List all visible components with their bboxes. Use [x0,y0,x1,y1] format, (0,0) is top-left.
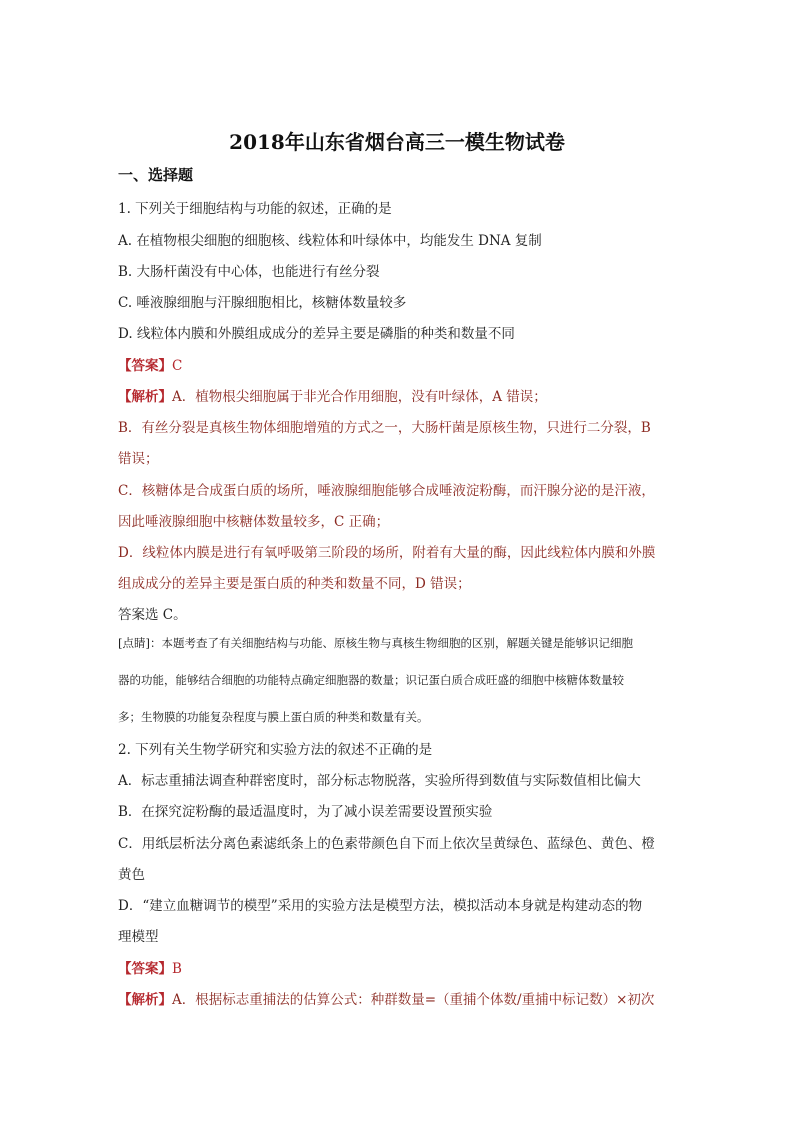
question-1-final-answer: 答案选 C。 [118,607,187,623]
question-1-stem: 1. 下列关于细胞结构与功能的叙述，正确的是 [118,201,392,217]
analysis-line: A．植物根尖细胞属于非光合作用细胞，没有叶绿体，A 错误； [172,389,547,405]
question-1-analysis [118,385,547,405]
analysis-label: 【解析】 [118,389,172,405]
note-line: [点睛]：本题考查了有关细胞结构与功能、原核生物与真核生物细胞的区别，解题关键是能够识记细胞 [118,636,633,650]
note-line: 多；生物膜的功能复杂程度与膜上蛋白质的种类和数量有关。 [118,710,429,724]
analysis-line: 因此唾液腺细胞中核糖体数量较多，C 正确； [118,514,390,530]
analysis-line: B．有丝分裂是真核生物体细胞增殖的方式之一，大肠杆菌是原核生物，只进行二分裂，B [118,420,651,436]
analysis-line: 错误； [118,451,159,467]
page-title: 2018年山东省烟台高三一模生物试卷 [229,130,565,154]
section-heading: 一、选择题 [118,166,194,184]
analysis-line: A．根据标志重捕法的估算公式：种群数量=（重捕个体数/重捕中标记数）×初次 [172,992,655,1008]
analysis-label: 【解析】 [118,992,172,1008]
answer-value: B [172,961,182,977]
question-1-answer [118,354,182,374]
question-2-option-c: C．用纸层析法分离色素滤纸条上的色素带颜色自下而上依次呈黄绿色、蓝绿色、黄色、橙 [118,836,655,852]
analysis-line: D．线粒体内膜是进行有氧呼吸第三阶段的场所，附着有大量的酶，因此线粒体内膜和外膜 [118,545,656,561]
analysis-line: 组成成分的差异主要是蛋白质的种类和数量不同，D 错误； [118,576,471,592]
question-2-option-d-cont: 理模型 [118,929,159,945]
question-2-answer [118,957,182,977]
question-1-option-d: D. 线粒体内膜和外膜组成成分的差异主要是磷脂的种类和数量不同 [118,326,515,342]
question-2-option-c-cont: 黄色 [118,867,145,883]
question-2-option-d: D．“建立血糖调节的模型”采用的实验方法是模型方法，模拟活动本身就是构建动态的物 [118,898,643,914]
question-2-option-b: B．在探究淀粉酶的最适温度时，为了减小误差需要设置预实验 [118,804,493,820]
answer-label: 【答案】 [118,358,172,374]
question-2-option-a: A．标志重捕法调查种群密度时，部分标志物脱落，实验所得到数值与实际数值相比偏大 [118,773,641,789]
answer-label: 【答案】 [118,961,172,977]
question-1-option-b: B. 大肠杆菌没有中心体，也能进行有丝分裂 [118,264,380,280]
answer-value: C [172,358,183,374]
question-2-stem: 2. 下列有关生物学研究和实验方法的叙述不正确的是 [118,742,433,758]
question-1-option-a: A. 在植物根尖细胞的细胞核、线粒体和叶绿体中，均能发生 DNA 复制 [118,233,542,249]
note-line: 器的功能，能够结合细胞的功能特点确定细胞器的数量；识记蛋白质合成旺盛的细胞中核糖体数量较 [118,673,624,687]
question-2-analysis [118,988,654,1008]
analysis-line: C．核糖体是合成蛋白质的场所，唾液腺细胞能够合成唾液淀粉酶，而汗腺分泌的是汗液， [118,483,655,499]
question-1-option-c: C. 唾液腺细胞与汗腺细胞相比，核糖体数量较多 [118,295,407,311]
